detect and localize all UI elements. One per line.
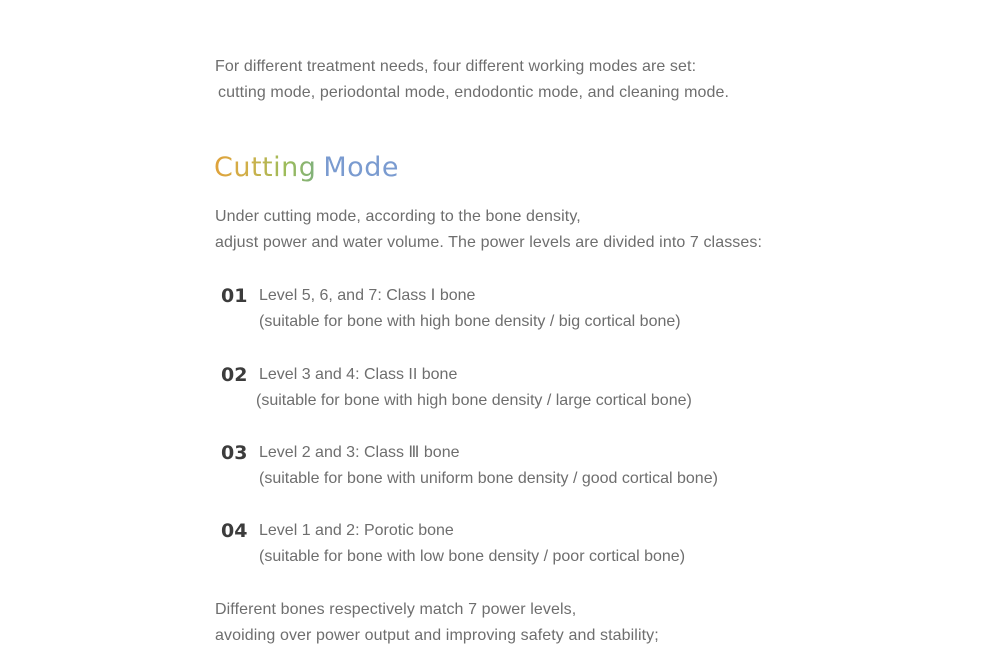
closing-paragraph	[215, 597, 659, 649]
description-line-1: Under cutting mode, according to the bone density,	[215, 208, 581, 225]
closing-line-1: Different bones respectively match 7 power levels,	[215, 601, 577, 618]
item-number: 02	[221, 364, 248, 386]
intro-line-2: cutting mode, periodontal mode, endodontic mode, and cleaning mode.	[218, 84, 730, 101]
item-note: (suitable for bone with high bone density / large cortical bone)	[256, 392, 692, 409]
item-number: 04	[221, 520, 248, 542]
item-number: 03	[221, 442, 248, 464]
mode-description	[215, 204, 762, 256]
item-note: (suitable for bone with high bone density / big cortical bone)	[259, 313, 681, 330]
item-note: (suitable for bone with low bone density / poor cortical bone)	[259, 548, 686, 565]
heading-word-mode: Mode	[323, 152, 399, 183]
intro-paragraph	[215, 54, 729, 106]
description-line-2: adjust power and water volume. The power levels are divided into 7 classes:	[215, 234, 763, 251]
item-title: Level 2 and 3: Class Ⅲ bone	[259, 444, 460, 461]
item-number: 01	[221, 285, 248, 307]
heading-word-cutting: Cutting	[214, 152, 317, 183]
item-note: (suitable for bone with uniform bone density / good cortical bone)	[259, 470, 718, 487]
closing-line-2: avoiding over power output and improving safety and stability;	[215, 627, 659, 644]
item-title: Level 1 and 2: Porotic bone	[259, 522, 454, 539]
intro-line-1: For different treatment needs, four different working modes are set:	[215, 58, 697, 75]
item-title: Level 3 and 4: Class II bone	[259, 366, 458, 383]
item-title: Level 5, 6, and 7: Class Ⅰ bone	[259, 287, 476, 304]
section-heading	[214, 150, 399, 186]
